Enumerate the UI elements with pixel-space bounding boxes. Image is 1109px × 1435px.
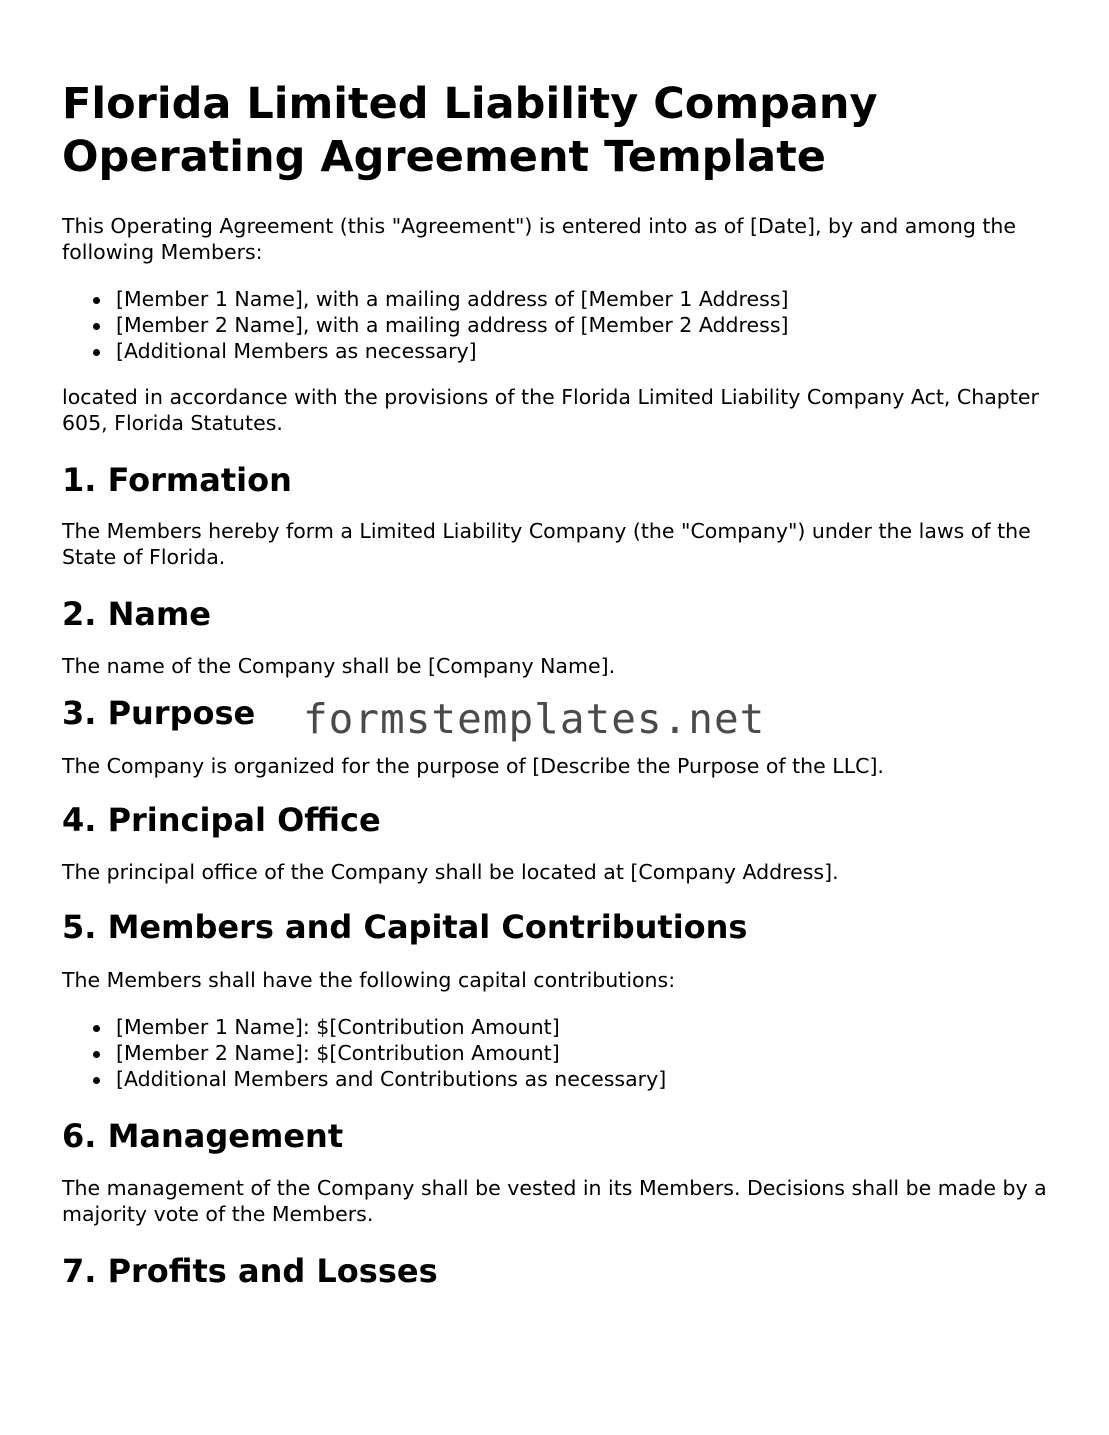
section-heading-members-capital: 5. Members and Capital Contributions [62, 907, 748, 946]
list-item: [Additional Members as necessary] [116, 338, 1062, 364]
title-line-1: Florida Limited Liability Company [62, 79, 878, 129]
section-heading-name: 2. Name [62, 595, 211, 633]
section-body-name: The name of the Company shall be [Company Name]. [62, 654, 616, 678]
list-item: [Member 1 Name], with a mailing address of [Member 1 Address] [116, 286, 1062, 312]
document-page [62, 78, 1062, 1290]
members-list [62, 286, 1062, 364]
section-body-principal-office: The principal office of the Company shall be located at [Company Address]. [62, 860, 839, 884]
section-body-purpose: The Company is organized for the purpose of [Describe the Purpose of the LLC]. [62, 753, 884, 778]
section-heading-principal-office: 4. Principal Office [62, 801, 381, 839]
section-heading-profits-losses: 7. Profits and Losses [62, 1252, 438, 1290]
list-item: [Member 1 Name]: $[Contribution Amount] [116, 1014, 1062, 1040]
title-line-2: Operating Agreement Template [62, 132, 826, 182]
watermark: formstemplates.net [303, 695, 766, 743]
section-heading-purpose: 3. Purpose [62, 693, 256, 732]
contributions-list [62, 1014, 1062, 1092]
list-item: [Member 2 Name]: $[Contribution Amount] [116, 1040, 1062, 1066]
list-item: [Additional Members and Contributions as necessary] [116, 1066, 1062, 1092]
section-body-members-capital: The Members shall have the following capital contributions: [62, 967, 676, 992]
located-paragraph: located in accordance with the provisions of the Florida Limited Liability Company Act, Chapter 605, Florida Statutes. [62, 385, 1039, 435]
section-body-management: The management of the Company shall be vested in its Members. Decisions shall be made by a majority vote of the Members. [62, 1176, 1047, 1226]
section-body-formation: The Members hereby form a Limited Liability Company (the "Company") under the laws of the State of Florida. [62, 519, 1031, 569]
section-heading-formation: 1. Formation [62, 461, 292, 499]
intro-paragraph: This Operating Agreement (this "Agreement") is entered into as of [Date], by and among the following Members: [62, 214, 1017, 264]
document-title [62, 78, 1062, 184]
list-item: [Member 2 Name], with a mailing address of [Member 2 Address] [116, 312, 1062, 338]
section-heading-management: 6. Management [62, 1117, 344, 1155]
